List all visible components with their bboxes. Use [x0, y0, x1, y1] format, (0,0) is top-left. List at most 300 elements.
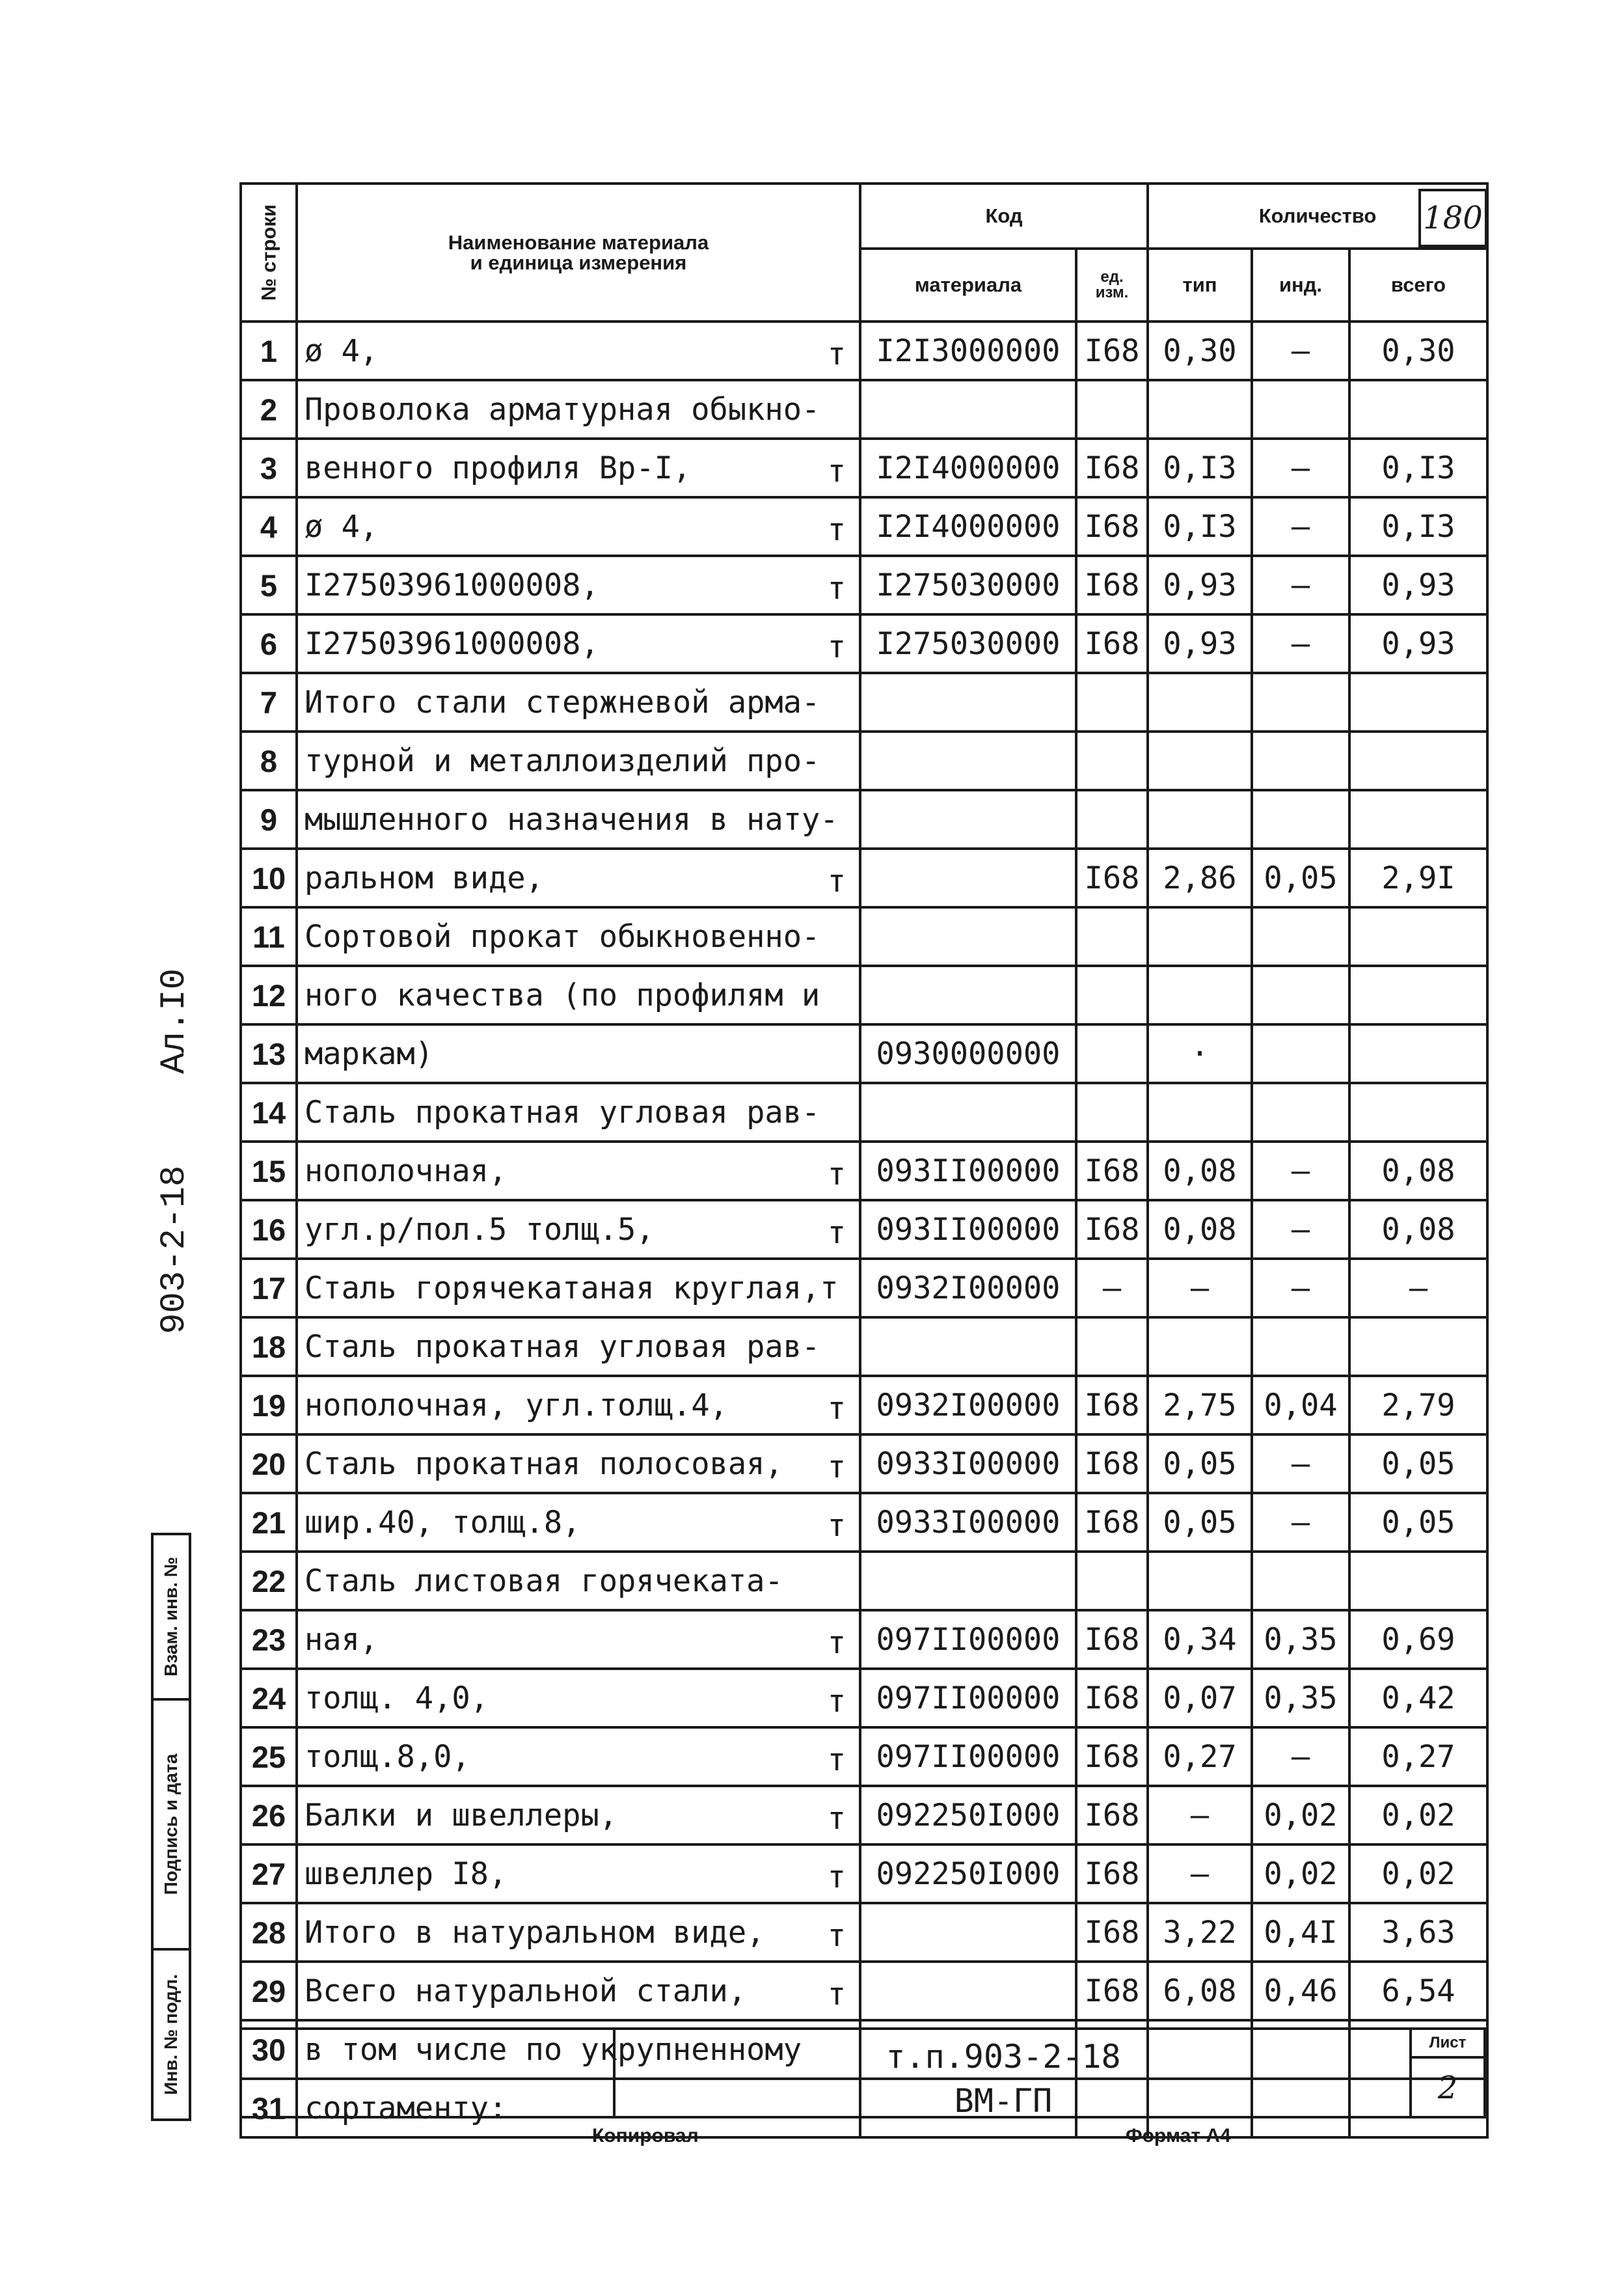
table-row: [241, 1786, 1487, 1844]
table-row: [241, 1669, 1487, 1727]
material-code: [860, 1962, 1076, 2020]
qty-typ: 2,86: [1148, 849, 1252, 907]
qty-typ: [1148, 1552, 1252, 1610]
measure-unit: т: [827, 1801, 846, 1837]
unit-code: I68: [1076, 1493, 1148, 1552]
material-name-text: ø 4,: [304, 333, 379, 369]
material-name-text: шир.40, толщ.8,: [304, 1504, 581, 1541]
material-name: [297, 439, 860, 497]
unit-code: I68: [1076, 1142, 1148, 1200]
material-name: [297, 1083, 860, 1142]
row-number: 25: [241, 1727, 297, 1786]
qty-typ: [1148, 732, 1252, 790]
row-number: 23: [241, 1610, 297, 1669]
material-code: 092250I000: [860, 1786, 1076, 1844]
material-code: 0933I00000: [860, 1434, 1076, 1493]
table-row: [241, 1259, 1487, 1317]
material-name-text: Сталь прокатная угловая рав-: [304, 1094, 820, 1131]
title-block-empty: [242, 2030, 616, 2116]
row-number: 28: [241, 1903, 297, 1962]
material-name: [297, 1962, 860, 2020]
material-name: [297, 1786, 860, 1844]
measure-unit: т: [827, 336, 846, 372]
qty-total: [1349, 966, 1487, 1024]
qty-ind: –: [1252, 1142, 1349, 1200]
qty-typ: [1148, 790, 1252, 849]
row-number: 24: [241, 1669, 297, 1727]
unit-code: [1076, 1552, 1148, 1610]
qty-typ: –: [1148, 1844, 1252, 1903]
material-name-text: нополочная, угл.толщ.4,: [304, 1387, 728, 1423]
qty-total: 0,08: [1349, 1142, 1487, 1200]
row-number: 8: [241, 732, 297, 790]
qty-total: [1349, 1083, 1487, 1142]
material-name-text: Сталь прокатная угловая рав-: [304, 1328, 820, 1365]
qty-total: 0,05: [1349, 1434, 1487, 1493]
table-row: [241, 1142, 1487, 1200]
row-number: 21: [241, 1493, 297, 1552]
row-number: 16: [241, 1200, 297, 1259]
side-album: Ал.I0: [155, 968, 195, 1074]
unit-code: I68: [1076, 1376, 1148, 1434]
header-unit: ед. изм.: [1076, 249, 1148, 322]
measure-unit: т: [827, 1625, 846, 1661]
header-material: материала: [860, 249, 1076, 322]
header-ind: инд.: [1252, 249, 1349, 322]
material-code: [860, 673, 1076, 732]
material-code: [860, 1552, 1076, 1610]
unit-code: [1076, 966, 1148, 1024]
material-code: 0933I00000: [860, 1493, 1076, 1552]
qty-total: 2,79: [1349, 1376, 1487, 1434]
material-name-text: I27503961000008,: [304, 567, 599, 603]
material-code: 093II00000: [860, 1142, 1076, 1200]
table-row: [241, 1493, 1487, 1552]
table-row: [241, 614, 1487, 673]
qty-total: 0,30: [1349, 322, 1487, 380]
unit-code: I68: [1076, 556, 1148, 614]
table-row: [241, 322, 1487, 380]
qty-total: 0,02: [1349, 1844, 1487, 1903]
unit-code: [1076, 907, 1148, 966]
material-name-text: турной и металлоизделий про-: [304, 743, 820, 779]
row-number: 30: [241, 2020, 297, 2079]
material-code: [860, 1317, 1076, 1376]
material-name-text: сортаменту:: [304, 2090, 508, 2126]
qty-typ: 0,34: [1148, 1610, 1252, 1669]
material-name-text: маркам): [304, 1035, 434, 1072]
qty-ind: [1252, 1024, 1349, 1083]
qty-ind: [1252, 732, 1349, 790]
material-code: [860, 849, 1076, 907]
table-row: [241, 907, 1487, 966]
measure-unit: т: [827, 1918, 846, 1954]
material-name-text: Сортовой прокат обыкновенно-: [304, 918, 820, 955]
material-code: 0932I00000: [860, 1376, 1076, 1434]
material-name-text: Итого стали стержневой арма-: [304, 684, 820, 720]
qty-typ: 0,07: [1148, 1669, 1252, 1727]
qty-typ: [1148, 1083, 1252, 1142]
material-code: 097II00000: [860, 1610, 1076, 1669]
qty-total: 0,69: [1349, 1610, 1487, 1669]
table-row: [241, 966, 1487, 1024]
table-row: [241, 1317, 1487, 1376]
material-name-text: швеллер I8,: [304, 1856, 508, 1892]
qty-total: [1349, 1024, 1487, 1083]
stamp-sign-date: Подпись и дата: [151, 1698, 191, 1951]
table-row: [241, 556, 1487, 614]
qty-typ: 0,08: [1148, 1200, 1252, 1259]
row-number: 31: [241, 2079, 297, 2137]
qty-ind: 0,4I: [1252, 1903, 1349, 1962]
row-number: 29: [241, 1962, 297, 2020]
row-number: 26: [241, 1786, 297, 1844]
material-spec-table: [239, 182, 1489, 2139]
unit-code: [1076, 1083, 1148, 1142]
qty-typ: 0,08: [1148, 1142, 1252, 1200]
material-name: [297, 1727, 860, 1786]
material-code: [860, 966, 1076, 1024]
unit-code: I68: [1076, 1610, 1148, 1669]
unit-code: I68: [1076, 1903, 1148, 1962]
unit-code: I68: [1076, 1669, 1148, 1727]
qty-total: 0,I3: [1349, 497, 1487, 556]
material-name-text: I27503961000008,: [304, 625, 599, 662]
qty-typ: 0,I3: [1148, 439, 1252, 497]
material-name-text: Сталь прокатная полосовая,: [304, 1446, 783, 1482]
material-code: I275030000: [860, 614, 1076, 673]
row-number: 9: [241, 790, 297, 849]
material-name-text: толщ.8,0,: [304, 1738, 470, 1775]
measure-unit: т: [827, 512, 846, 548]
header-quantity: Количество: [1148, 184, 1487, 249]
material-name: [297, 1844, 860, 1903]
title-block-main: [613, 2030, 1394, 2120]
material-code: 097II00000: [860, 1727, 1076, 1786]
qty-ind: [1252, 966, 1349, 1024]
qty-total: 0,42: [1349, 1669, 1487, 1727]
row-number: 15: [241, 1142, 297, 1200]
material-code: 097II00000: [860, 1669, 1076, 1727]
unit-code: [1076, 380, 1148, 439]
material-code: [860, 907, 1076, 966]
material-name-text: венного профиля Вр-I,: [304, 450, 692, 486]
table-row: [241, 732, 1487, 790]
material-code: 093II00000: [860, 1200, 1076, 1259]
row-number: 5: [241, 556, 297, 614]
table-row: [241, 1083, 1487, 1142]
unit-code: [1076, 732, 1148, 790]
qty-typ: 0,05: [1148, 1434, 1252, 1493]
table-row: [241, 1610, 1487, 1669]
material-name-text: ральном виде,: [304, 860, 544, 896]
table-row: [241, 439, 1487, 497]
header-typ: тип: [1148, 249, 1252, 322]
qty-typ: [1148, 1317, 1252, 1376]
table-row: [241, 849, 1487, 907]
material-name: [297, 1200, 860, 1259]
unit-code: [1076, 1317, 1148, 1376]
measure-unit: т: [827, 1215, 846, 1251]
material-code: [860, 1083, 1076, 1142]
unit-code: [1076, 1024, 1148, 1083]
material-name-text: Сталь горячекатаная круглая,т: [304, 1270, 839, 1306]
unit-code: I68: [1076, 322, 1148, 380]
row-number: 3: [241, 439, 297, 497]
row-number: 27: [241, 1844, 297, 1903]
qty-typ: –: [1148, 1786, 1252, 1844]
qty-ind: –: [1252, 322, 1349, 380]
material-code: [860, 380, 1076, 439]
row-number: 10: [241, 849, 297, 907]
measure-unit: т: [827, 1977, 846, 2012]
unit-code: [1076, 673, 1148, 732]
table-row: [241, 1024, 1487, 1083]
qty-total: [1349, 790, 1487, 849]
unit-code: I68: [1076, 1844, 1148, 1903]
qty-ind: 0,46: [1252, 1962, 1349, 2020]
material-name-text: Итого в натуральном виде,: [304, 1914, 765, 1951]
material-name: [297, 497, 860, 556]
header-total: всего: [1349, 249, 1487, 322]
qty-ind: 0,04: [1252, 1376, 1349, 1434]
material-name: [297, 556, 860, 614]
table-row: [241, 1727, 1487, 1786]
qty-ind: –: [1252, 1493, 1349, 1552]
material-name-text: мышленного назначения в нату-: [304, 801, 839, 838]
footer-copied: Копировал: [592, 2125, 699, 2146]
qty-total: 0,27: [1349, 1727, 1487, 1786]
qty-ind: 0,02: [1252, 1844, 1349, 1903]
material-name: [297, 322, 860, 380]
row-number: 11: [241, 907, 297, 966]
qty-total: 0,02: [1349, 1786, 1487, 1844]
measure-unit: т: [827, 1391, 846, 1427]
qty-total: 0,I3: [1349, 439, 1487, 497]
row-number: 22: [241, 1552, 297, 1610]
unit-code: I68: [1076, 1727, 1148, 1786]
measure-unit: т: [827, 1157, 846, 1192]
qty-typ: –: [1148, 1259, 1252, 1317]
qty-typ: ·: [1148, 1024, 1252, 1083]
material-code: 0932I00000: [860, 1259, 1076, 1317]
footer-format: Формат А4: [1126, 2125, 1231, 2146]
material-name: [297, 1024, 860, 1083]
qty-ind: 0,02: [1252, 1786, 1349, 1844]
material-name-text: нополочная,: [304, 1153, 508, 1189]
table-row: [241, 673, 1487, 732]
table-row: [241, 1844, 1487, 1903]
qty-ind: [1252, 790, 1349, 849]
row-number: 4: [241, 497, 297, 556]
row-number: 13: [241, 1024, 297, 1083]
page-number: 180: [1418, 189, 1487, 247]
qty-ind: –: [1252, 614, 1349, 673]
qty-typ: 0,27: [1148, 1727, 1252, 1786]
material-name: [297, 1493, 860, 1552]
table-row: [241, 380, 1487, 439]
qty-ind: –: [1252, 1259, 1349, 1317]
material-name-text: Проволока арматурная обыкно-: [304, 391, 820, 428]
unit-code: I68: [1076, 1434, 1148, 1493]
qty-typ: 2,75: [1148, 1376, 1252, 1434]
qty-ind: [1252, 907, 1349, 966]
measure-unit: т: [827, 629, 846, 665]
unit-code: I68: [1076, 1962, 1148, 2020]
qty-total: [1349, 380, 1487, 439]
qty-ind: –: [1252, 439, 1349, 497]
material-name: [297, 1434, 860, 1493]
qty-total: –: [1349, 1259, 1487, 1317]
qty-ind: –: [1252, 1727, 1349, 1786]
measure-unit: т: [827, 454, 846, 489]
material-name: [297, 1142, 860, 1200]
material-code: 092250I000: [860, 1844, 1076, 1903]
measure-unit: т: [827, 1859, 846, 1895]
qty-typ: [1148, 673, 1252, 732]
side-designation: 903-2-18: [155, 1165, 195, 1334]
qty-total: [1349, 732, 1487, 790]
qty-total: [1349, 907, 1487, 966]
material-code: I2I3000000: [860, 322, 1076, 380]
qty-total: 6,54: [1349, 1962, 1487, 2020]
qty-ind: [1252, 673, 1349, 732]
unit-code: I68: [1076, 1786, 1148, 1844]
material-name: [297, 1376, 860, 1434]
qty-typ: 0,05: [1148, 1493, 1252, 1552]
material-name: [297, 732, 860, 790]
table-row: [241, 1962, 1487, 2020]
material-name: [297, 1317, 860, 1376]
unit-code: I68: [1076, 614, 1148, 673]
qty-typ: 0,93: [1148, 556, 1252, 614]
qty-total: [1349, 1317, 1487, 1376]
stamp-inv-sub: Взам. инв. №: [151, 1533, 191, 1701]
material-name-text: ø 4,: [304, 508, 379, 545]
table-row: [241, 497, 1487, 556]
qty-ind: [1252, 1083, 1349, 1142]
material-name-text: ная,: [304, 1621, 379, 1658]
title-block: [239, 2027, 1486, 2118]
material-name: [297, 1610, 860, 1669]
row-number: 1: [241, 322, 297, 380]
qty-total: [1349, 673, 1487, 732]
qty-ind: [1252, 1552, 1349, 1610]
qty-ind: [1252, 1317, 1349, 1376]
material-name: [297, 1903, 860, 1962]
header-name: Наименование материала и единица измерения: [297, 184, 860, 322]
qty-typ: 0,30: [1148, 322, 1252, 380]
material-code: I275030000: [860, 556, 1076, 614]
material-name-text: толщ. 4,0,: [304, 1680, 489, 1716]
sheet-label: Лист: [1412, 2030, 1483, 2059]
qty-ind: –: [1252, 497, 1349, 556]
unit-code: I68: [1076, 849, 1148, 907]
qty-typ: [1148, 380, 1252, 439]
qty-typ: 6,08: [1148, 1962, 1252, 2020]
row-number: 20: [241, 1434, 297, 1493]
doc-code: т.п.903-2-18: [886, 2038, 1121, 2076]
material-name-text: Сталь листовая горячеката-: [304, 1563, 783, 1599]
qty-typ: 3,22: [1148, 1903, 1252, 1962]
material-name: [297, 966, 860, 1024]
qty-total: 0,93: [1349, 614, 1487, 673]
qty-total: 3,63: [1349, 1903, 1487, 1962]
qty-total: 2,9I: [1349, 849, 1487, 907]
row-number: 2: [241, 380, 297, 439]
row-number: 17: [241, 1259, 297, 1317]
qty-ind: 0,35: [1252, 1610, 1349, 1669]
stamp-inv-orig: Инв. № подл.: [151, 1948, 191, 2121]
material-code: I2I4000000: [860, 497, 1076, 556]
qty-typ: 0,I3: [1148, 497, 1252, 556]
material-code: [860, 1903, 1076, 1962]
qty-total: 0,08: [1349, 1200, 1487, 1259]
table-row: [241, 1552, 1487, 1610]
qty-ind: 0,05: [1252, 849, 1349, 907]
material-code: 0930000000: [860, 1024, 1076, 1083]
measure-unit: т: [827, 1508, 846, 1544]
row-number: 14: [241, 1083, 297, 1142]
table-row: [241, 1434, 1487, 1493]
material-name: [297, 673, 860, 732]
material-code: I2I4000000: [860, 439, 1076, 497]
qty-ind: –: [1252, 1200, 1349, 1259]
qty-total: [1349, 1552, 1487, 1610]
material-code: [860, 790, 1076, 849]
unit-code: [1076, 790, 1148, 849]
qty-ind: [1252, 380, 1349, 439]
material-name-text: Всего натуральной стали,: [304, 1973, 747, 2009]
qty-total: 0,05: [1349, 1493, 1487, 1552]
measure-unit: т: [827, 864, 846, 899]
table-row: [241, 1200, 1487, 1259]
row-number: 6: [241, 614, 297, 673]
material-name: [297, 1669, 860, 1727]
measure-unit: т: [827, 1449, 846, 1485]
table-row: [241, 1903, 1487, 1962]
material-name: [297, 907, 860, 966]
unit-code: –: [1076, 1259, 1148, 1317]
qty-typ: [1148, 966, 1252, 1024]
unit-code: I68: [1076, 497, 1148, 556]
qty-ind: –: [1252, 556, 1349, 614]
header-row-no: № строки: [241, 184, 297, 322]
row-number: 7: [241, 673, 297, 732]
qty-typ: [1148, 907, 1252, 966]
header-code: Код: [860, 184, 1148, 249]
qty-typ: 0,93: [1148, 614, 1252, 673]
material-name-text: в том числе по укрупненному: [304, 2031, 802, 2068]
row-number: 12: [241, 966, 297, 1024]
material-code: [860, 732, 1076, 790]
material-name: [297, 380, 860, 439]
material-name: [297, 1552, 860, 1610]
material-name-text: угл.р/пол.5 толщ.5,: [304, 1211, 655, 1248]
row-number: 18: [241, 1317, 297, 1376]
qty-ind: 0,35: [1252, 1669, 1349, 1727]
material-name: [297, 790, 860, 849]
sheet-box: [1409, 2030, 1483, 2116]
measure-unit: т: [827, 571, 846, 607]
sheet-number: 2: [1437, 2070, 1458, 2106]
table-row: [241, 1376, 1487, 1434]
measure-unit: т: [827, 1742, 846, 1778]
left-stamp: [151, 1533, 189, 2118]
unit-code: I68: [1076, 1200, 1148, 1259]
material-name-text: ного качества (по профилям и: [304, 977, 820, 1013]
row-number: 19: [241, 1376, 297, 1434]
